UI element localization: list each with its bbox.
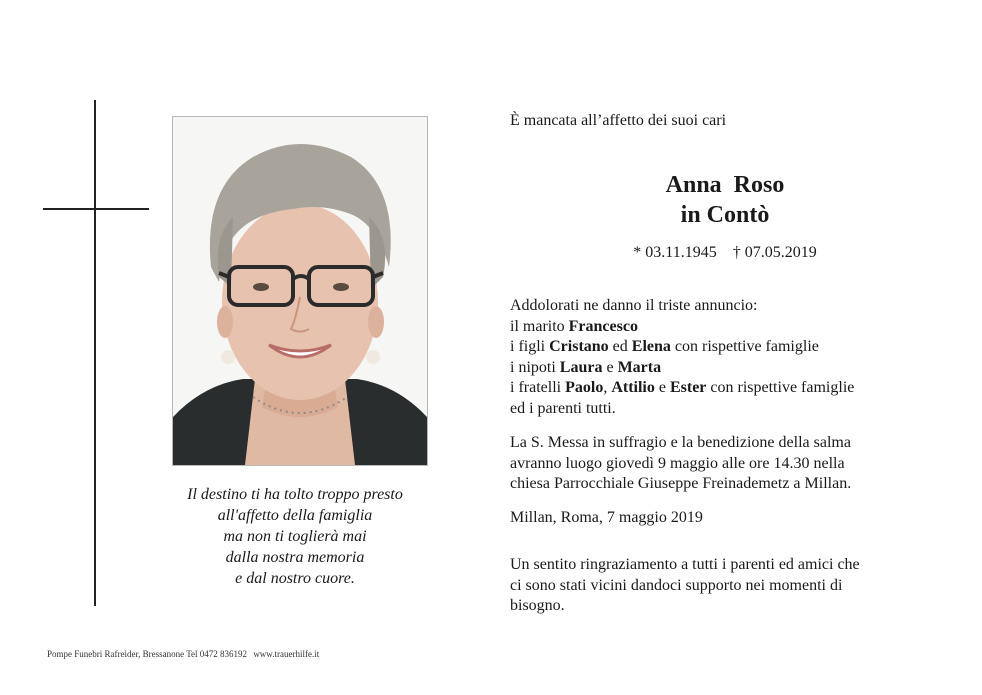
place-and-date: Millan, Roma, 7 maggio 2019 xyxy=(510,509,703,526)
birth-date: * 03.11.1945 xyxy=(633,244,717,261)
child-name: Elena xyxy=(631,338,671,356)
announcement-line: Addolorati ne danno il triste annuncio: xyxy=(510,297,758,314)
cross-vertical-bar xyxy=(94,100,96,606)
grandchildren-line xyxy=(510,358,854,379)
child-name: Cristano xyxy=(549,338,609,356)
memorial-poem xyxy=(150,484,440,589)
mass-line: La S. Messa in suffragio e la benedizione della salma xyxy=(510,434,851,451)
husband-name: Francesco xyxy=(568,317,638,335)
death-date: † 07.05.2019 xyxy=(732,244,817,261)
mass-line: chiesa Parrocchiale Giuseppe Freinademetz a Millan. xyxy=(510,475,852,493)
siblings-line xyxy=(510,378,854,399)
text-fragment: , xyxy=(603,379,612,397)
sibling-name: Paolo xyxy=(565,379,604,397)
text-fragment: i figli xyxy=(510,338,550,356)
poem-line: ma non ti toglierà mai xyxy=(223,528,367,545)
name-line-2: in Contò xyxy=(680,202,770,228)
text-fragment: i fratelli xyxy=(510,379,566,397)
poem-line: Il destino ti ha tolto troppo presto xyxy=(187,486,403,503)
text-fragment: con rispettive famiglie xyxy=(706,379,855,397)
portrait-illustration xyxy=(173,117,427,465)
text-fragment: il marito xyxy=(510,317,569,335)
deceased-name xyxy=(510,170,940,230)
sibling-name: Ester xyxy=(669,379,707,397)
grandchild-name: Laura xyxy=(559,358,603,376)
relatives-line: ed i parenti tutti. xyxy=(510,399,616,417)
footer-url: www.trauerhilfe.it xyxy=(253,649,320,659)
thanks-line: ci sono stati vicini dandoci supporto nei momenti di xyxy=(510,576,843,594)
grandchild-name: Marta xyxy=(617,358,662,376)
text-fragment: e xyxy=(602,358,618,376)
name-line-1: Anna Roso xyxy=(665,172,785,198)
text-fragment: ed xyxy=(608,338,632,356)
sibling-name: Attilio xyxy=(611,379,655,397)
text-fragment: i nipoti xyxy=(510,358,560,376)
mass-line: avranno luogo giovedì 9 maggio alle ore 14.30 nella xyxy=(510,454,845,472)
poem-line: all'affetto della famiglia xyxy=(217,507,373,524)
thanks-line: bisogno. xyxy=(510,597,565,615)
funeral-home-footer xyxy=(47,649,319,659)
cross-horizontal-bar xyxy=(43,208,149,210)
children-line xyxy=(510,337,854,358)
intro-line: È mancata all’affetto dei suoi cari xyxy=(510,112,727,129)
footer-company: Pompe Funebri Rafreider, Bressanone Tel 0472 836192 xyxy=(47,649,248,659)
thanks-line: Un sentito ringraziamento a tutti i parenti ed amici che xyxy=(510,556,860,573)
thanks-note xyxy=(510,555,860,617)
text-fragment: e xyxy=(654,379,670,397)
mass-details xyxy=(510,433,851,495)
life-dates xyxy=(510,244,940,262)
portrait-photo xyxy=(172,116,428,466)
family-announcement xyxy=(510,296,854,420)
husband-line xyxy=(510,317,854,338)
poem-line: dalla nostra memoria xyxy=(225,549,365,566)
poem-line: e dal nostro cuore. xyxy=(235,570,355,587)
text-fragment: con rispettive famiglie xyxy=(670,338,819,356)
